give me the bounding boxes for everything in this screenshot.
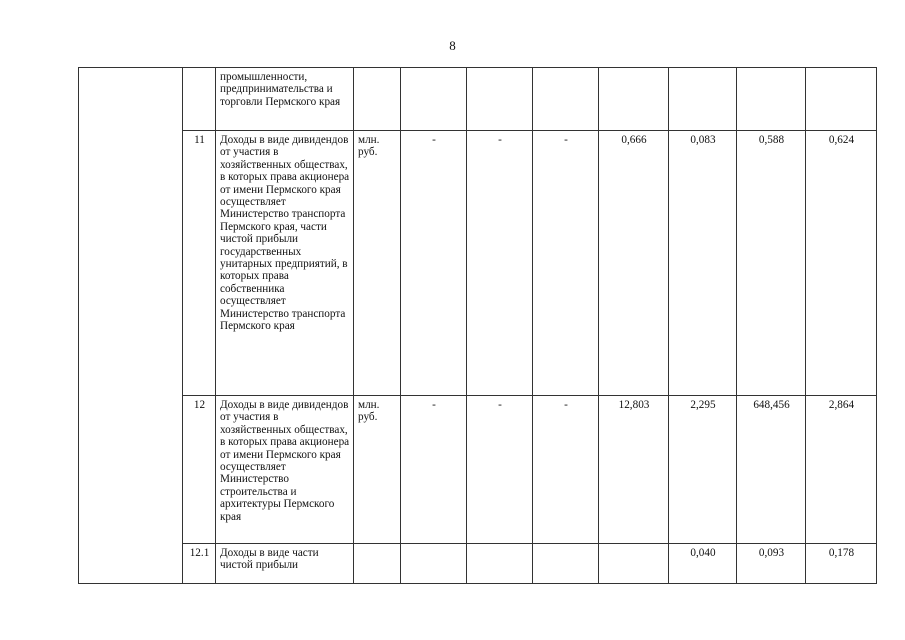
unit-cell: млн. руб. [354, 131, 401, 396]
value-cell: 0,083 [669, 131, 737, 396]
value-cell: 0,624 [806, 131, 877, 396]
description-cell: Доходы в виде части чистой прибыли [216, 544, 354, 584]
value-cell: 0,093 [737, 544, 806, 584]
value-cell [533, 68, 599, 131]
table-row [79, 396, 877, 544]
document-table [78, 67, 877, 584]
value-cell: - [401, 396, 467, 544]
unit-cell [354, 544, 401, 584]
value-cell [533, 544, 599, 584]
value-cell: 2,864 [806, 396, 877, 544]
value-cell [737, 68, 806, 131]
description-cell: Доходы в виде дивидендов от участия в хозяйственных обществах, в которых права акционера от имени Пермского края осуществляет Министерство строительства и архитектуры Пермского края [216, 396, 354, 544]
row-number-cell [183, 68, 216, 131]
value-cell: 2,295 [669, 396, 737, 544]
value-cell [599, 68, 669, 131]
value-cell: - [467, 131, 533, 396]
value-cell: 648,456 [737, 396, 806, 544]
value-cell: - [401, 131, 467, 396]
value-cell [401, 544, 467, 584]
value-cell: 0,666 [599, 131, 669, 396]
table-row [79, 544, 877, 584]
value-cell: - [533, 396, 599, 544]
row-number-cell: 12.1 [183, 544, 216, 584]
page-number: 8 [449, 38, 456, 53]
unit-cell [354, 68, 401, 131]
value-cell [599, 544, 669, 584]
row-number-cell: 12 [183, 396, 216, 544]
row-number-cell: 11 [183, 131, 216, 396]
description-cell: Доходы в виде дивидендов от участия в хозяйственных обществах, в которых права акционера от имени Пермского края осуществляет Министерство транспорта Пермского края, части чистой прибыли государственных унитарных предприятий, в которых права собственника осуществляет Министерство транспорта Пермского края [216, 131, 354, 396]
value-cell [669, 68, 737, 131]
value-cell: 12,803 [599, 396, 669, 544]
value-cell [401, 68, 467, 131]
value-cell: 0,588 [737, 131, 806, 396]
value-cell: - [467, 396, 533, 544]
value-cell [806, 68, 877, 131]
value-cell: 0,178 [806, 544, 877, 584]
value-cell: - [533, 131, 599, 396]
table-row [79, 68, 877, 131]
blank-column-cell [79, 68, 183, 584]
description-cell: промышленности, предпринимательства и торговли Пермского края [216, 68, 354, 131]
value-cell: 0,040 [669, 544, 737, 584]
unit-cell: млн. руб. [354, 396, 401, 544]
value-cell [467, 68, 533, 131]
value-cell [467, 544, 533, 584]
table-row [79, 131, 877, 396]
